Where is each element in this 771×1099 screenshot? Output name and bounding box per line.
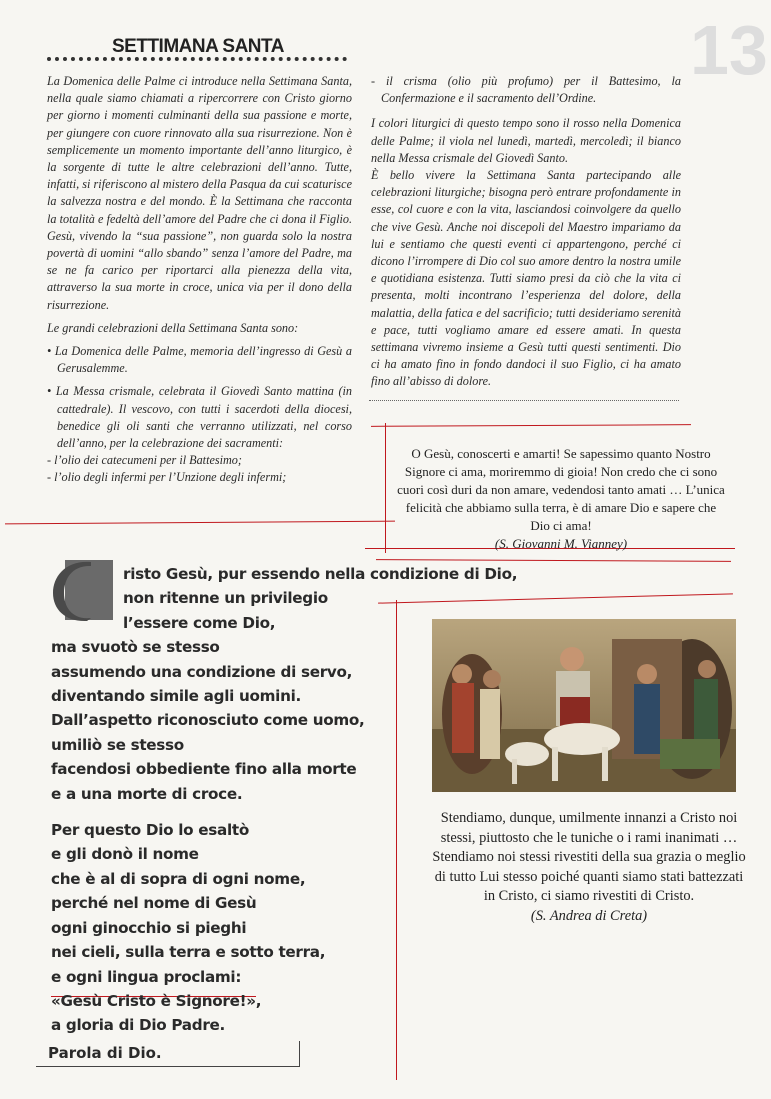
hymn-line: non ritenne un privilegio bbox=[123, 589, 328, 608]
oil-item: - l’olio degli infermi per l’Unzione degli infermi; bbox=[47, 470, 287, 485]
column-divider bbox=[369, 400, 679, 401]
red-line bbox=[5, 521, 395, 525]
hymn-line: e ogni lingua proclami: bbox=[51, 967, 242, 986]
hymn-line: diventando simile agli uomini. bbox=[51, 687, 301, 706]
list-intro: Le grandi celebrazioni della Settimana Santa sono: bbox=[47, 320, 299, 335]
quote-andrea bbox=[432, 809, 746, 927]
hymn-line: nei cieli, sulla terra e sotto terra, bbox=[51, 943, 326, 962]
bleed-through-number: 13 bbox=[690, 11, 768, 89]
left-column bbox=[47, 73, 352, 487]
red-line bbox=[385, 423, 386, 553]
section-title: SETTIMANA SANTA bbox=[112, 36, 284, 57]
quote-text: Stendiamo, dunque, umilmente innanzi a Cristo noi stessi, piuttosto che le tuniche o i rami inanimati … Stendiamo noi stessi rivestiti della sua grazia o meglio di tutto Lui stesso poiché quanti siamo stati battezzati in Cristo, ci siamo rivestiti di Cristo. bbox=[432, 810, 746, 905]
intro-paragraph: La Domenica delle Palme ci introduce nella Settimana Santa, nella quale siamo chiamati a ripercorrere con Cristo giorno per giorno i momenti culminanti della sua passione e morte, per giungere con cuore rinnovato alla sua risurrezione. Non è semplicemente un momento importante dell’anno liturgico, è la sorgente di tutte le altre celebrazioni dell’anno. Tutte, infatti, si riferiscono al mistero della Pasqua da cui scaturisce la salvezza nostra e del mondo. È la Settimana che racconta la totalità e fedeltà dell’amore del Padre che ci dona il Figlio. Gesù, vivendo la “sua passione”, non guarda solo la nostra povertà di uomini “allo sbando” senza l’amore del Padre, ma se ne fa carico per riportarci alla pienezza della vita, attraverso la sua morte in croce, unica via per il dono della risurrezione. bbox=[47, 74, 352, 312]
right-column bbox=[371, 73, 681, 397]
parola-di-dio-box: Parola di Dio. bbox=[36, 1041, 300, 1067]
quote-vianney bbox=[396, 445, 726, 553]
hymn-line: perché nel nome di Gesù bbox=[51, 894, 257, 913]
hymn-philippians bbox=[51, 562, 518, 1038]
hymn-line: Dall’aspetto riconosciuto come uomo, bbox=[51, 711, 365, 730]
hymn-line: «Gesù Cristo è Signore!», bbox=[51, 991, 262, 1010]
oil-item: - il crisma (olio più profumo) per il Battesimo, la Confermazione e il sacramento dell’Ordine. bbox=[371, 74, 681, 106]
hymn-line: a gloria di Dio Padre. bbox=[51, 1016, 225, 1035]
entry-into-jerusalem-painting bbox=[432, 619, 736, 792]
list-item-text: • La Messa crismale, celebrata il Giovedì Santo mattina (in cattedrale). Il vescovo, con tutti i sacerdoti della diocesi, benedice gli oli santi che verranno utilizzati, nel corso dell’anno, per la celebrazione dei sacramenti: bbox=[47, 384, 352, 451]
hymn-line: umiliò se stesso bbox=[51, 735, 184, 754]
hymn-line: ma svuotò se stesso bbox=[51, 638, 220, 657]
list-item bbox=[47, 383, 352, 452]
hymn-line: risto Gesù, pur essendo nella condizione di Dio, bbox=[123, 565, 518, 583]
hymn-line: ogni ginocchio si pieghi bbox=[51, 918, 247, 937]
closing-paragraph: È bello vivere la Settimana Santa partecipando alle celebrazioni liturgiche; bisogna però entrare profondamente in esse, col cuore e con la vita, lasciandosi coinvolgere da quello che vive Gesù. Anche noi discepoli del Maestro impariamo da lui e sentiamo che questi eventi ci appartengono, perché ci dicono l’irrompere di Dio col suo amore dentro la nostra umile e quotidiana esistenza. Tutti siamo presi da ciò che la vita ci presenta, molti incontrano l’esperienza del dolore, della malattia, della fatica e del sacrificio; tutti desideriamo serenità e pace, tutti vogliamo amare ed essere amati. In questa settimana vivremo insieme a Gesù tutti questi sentimenti. Dio ci ha amato fino in fondo dandoci il suo Figlio, ci ha amato fino all’abisso di dolore. bbox=[371, 168, 681, 389]
red-line bbox=[371, 424, 691, 427]
hymn-line: l’essere come Dio, bbox=[123, 613, 276, 632]
hymn-line: e gli donò il nome bbox=[51, 845, 199, 864]
liturgical-colors-paragraph: I colori liturgici di questo tempo sono il rosso nella Domenica delle Palme; il viola nel lunedì, martedì, mercoledì; il bianco nella Messa crismale del Giovedì Santo. bbox=[371, 116, 681, 165]
hymn-line: Per questo Dio lo esaltò bbox=[51, 821, 249, 840]
hymn-spacer bbox=[51, 806, 491, 818]
quote-author: (S. Andrea di Creta) bbox=[530, 907, 648, 924]
hymn-line: e a una morte di croce. bbox=[51, 784, 243, 803]
celebrations-list bbox=[47, 343, 352, 452]
oil-item: - l’olio dei catecumeni per il Battesimo; bbox=[47, 453, 242, 468]
hymn-line: assumendo una condizione di servo, bbox=[51, 662, 353, 681]
title-underline bbox=[47, 57, 347, 61]
hymn-line: che è al di sopra di ogni nome, bbox=[51, 869, 306, 888]
hymn-line: facendosi obbediente fino alla morte bbox=[51, 760, 357, 779]
quote-text: O Gesù, conoscerti e amarti! Se sapessimo quanto Nostro Signore ci ama, moriremmo di gioia! Non credo che ci sono cuori così duri da non amare, vedendosi tanto amati … L’unica felicità che abbiamo sulla terra, è di amare Dio e sapere che Dio ci ama! bbox=[397, 446, 725, 533]
quote-author: (S. Giovanni M. Vianney) bbox=[494, 536, 628, 551]
list-item: • La Domenica delle Palme, memoria dell’ingresso di Gesù a Gerusalemme. bbox=[47, 344, 352, 376]
